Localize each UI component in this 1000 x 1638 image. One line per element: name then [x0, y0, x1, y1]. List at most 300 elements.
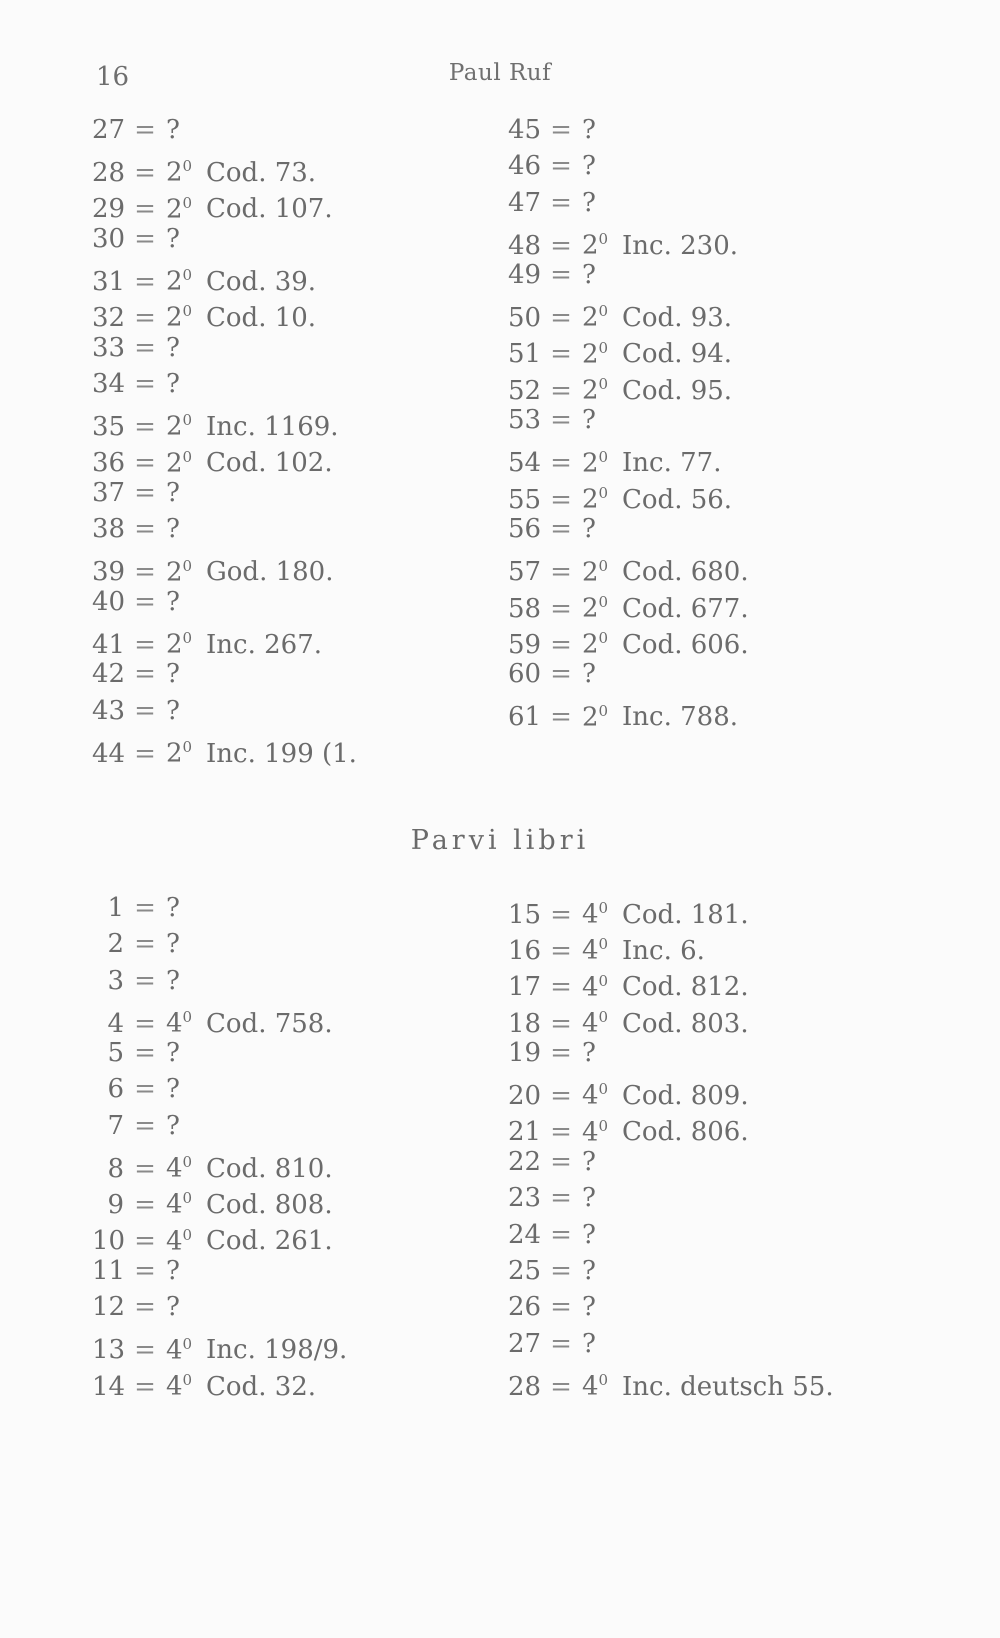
equals-sign: =	[550, 1117, 572, 1148]
list-entry	[508, 1180, 834, 1216]
shelfmark: Inc. deutsch 55.	[622, 1371, 834, 1402]
entry-number: 37	[92, 477, 126, 508]
unknown-mark: ?	[582, 115, 596, 145]
format-size	[166, 729, 206, 772]
format-number: 2	[582, 448, 599, 479]
entry-value	[166, 439, 333, 482]
entry-number: 51	[508, 339, 542, 370]
equals-sign: =	[134, 1335, 156, 1366]
shelfmark: Cod. 181.	[622, 899, 749, 930]
equals-sign: =	[134, 1074, 156, 1105]
equals-sign: =	[134, 1255, 156, 1286]
format-number: 4	[582, 935, 599, 966]
format-number: 2	[166, 557, 183, 588]
list-entry	[92, 963, 347, 999]
format-number: 4	[582, 1371, 599, 1402]
entry-value	[582, 1362, 834, 1405]
list-entry	[508, 293, 749, 334]
degree-mark: 0	[598, 935, 609, 954]
entry-number: 48	[508, 230, 542, 261]
format-number: 4	[582, 1008, 599, 1039]
shelfmark: Cod. 94.	[622, 339, 733, 370]
list-entry	[92, 999, 347, 1039]
list-entry	[92, 1108, 347, 1144]
entry-number: 24	[508, 1219, 542, 1250]
entry-value	[166, 620, 322, 663]
entry-value	[582, 693, 738, 736]
entry-number: 50	[508, 303, 542, 334]
degree-mark: 0	[182, 1153, 193, 1172]
list-entry	[92, 620, 357, 660]
degree-mark: 0	[598, 701, 609, 720]
unknown-mark: ?	[582, 405, 596, 436]
list-entry	[92, 729, 357, 769]
degree-mark: 0	[182, 302, 193, 321]
format-number: 4	[166, 1371, 183, 1402]
format-number: 2	[582, 484, 599, 515]
shelfmark: Cod. 95.	[622, 375, 733, 406]
entry-value	[582, 1180, 596, 1216]
entry-number: 45	[508, 115, 542, 145]
equals-sign: =	[550, 1292, 572, 1323]
entry-number: 59	[508, 629, 542, 660]
entry-number: 22	[508, 1147, 542, 1178]
unknown-mark: ?	[166, 586, 180, 617]
entry-number: 18	[508, 1008, 542, 1039]
entry-number: 27	[92, 115, 126, 145]
unknown-mark: ?	[582, 260, 596, 291]
entry-number: 12	[92, 1292, 126, 1323]
list-entry	[508, 1289, 834, 1325]
degree-mark: 0	[182, 193, 193, 212]
degree-mark: 0	[598, 1080, 609, 1099]
parvi-libri-column-2	[508, 890, 834, 1402]
unknown-mark: ?	[582, 1328, 596, 1359]
entry-value	[582, 1326, 596, 1362]
format-number: 4	[582, 899, 599, 930]
list-entry	[92, 1326, 348, 1366]
format-number: 4	[166, 1190, 183, 1221]
entry-number: 6	[107, 1074, 124, 1105]
parvi-libri-column-1	[92, 890, 348, 1402]
format-number: 4	[582, 1081, 599, 1112]
format-number: 2	[166, 194, 183, 225]
shelfmark: Cod. 812.	[622, 972, 749, 1003]
degree-mark: 0	[182, 266, 193, 285]
unknown-mark: ?	[166, 1110, 180, 1141]
entry-value	[166, 293, 316, 336]
entry-value	[166, 1253, 180, 1289]
list-entry	[508, 890, 834, 930]
entry-number: 17	[508, 972, 542, 1003]
degree-mark: 0	[598, 629, 609, 648]
entry-number: 3	[107, 965, 124, 996]
format-number: 2	[582, 629, 599, 660]
equals-sign: =	[550, 1183, 572, 1214]
format-number: 2	[582, 303, 599, 334]
format-number: 2	[582, 557, 599, 588]
degree-mark: 0	[598, 1116, 609, 1135]
entry-number: 58	[508, 593, 542, 624]
equals-sign: =	[134, 738, 156, 769]
entry-number: 19	[508, 1038, 542, 1069]
entry-number: 36	[92, 448, 126, 479]
equals-sign: =	[550, 1255, 572, 1286]
format-number: 2	[166, 448, 183, 479]
entry-number: 16	[508, 935, 542, 966]
page-number: 16	[96, 62, 130, 92]
entry-value	[166, 890, 180, 926]
shelfmark: Inc. 6.	[622, 935, 705, 966]
format-number: 2	[166, 157, 183, 188]
degree-mark: 0	[182, 629, 193, 648]
entry-number: 21	[508, 1117, 542, 1148]
shelfmark: Cod. 758.	[206, 1008, 333, 1039]
entry-number: 1	[107, 893, 124, 923]
entry-value	[582, 620, 749, 663]
shelfmark: Inc. 199 (1.	[206, 738, 357, 769]
entry-value	[582, 402, 596, 438]
format-number: 4	[166, 1335, 183, 1366]
degree-mark: 0	[598, 1370, 609, 1389]
degree-mark: 0	[598, 375, 609, 394]
list-entry	[92, 511, 357, 547]
unknown-mark: ?	[582, 1147, 596, 1178]
entry-number: 53	[508, 405, 542, 436]
entry-number: 14	[92, 1371, 126, 1402]
list-entry	[508, 112, 749, 148]
entry-value	[582, 1144, 596, 1180]
format-number: 4	[166, 1226, 183, 1257]
degree-mark: 0	[598, 229, 609, 248]
entry-value	[166, 1071, 180, 1107]
entry-value	[582, 511, 596, 547]
equals-sign: =	[134, 1371, 156, 1402]
unknown-mark: ?	[166, 514, 180, 545]
equals-sign: =	[550, 151, 572, 182]
list-entry	[92, 112, 357, 148]
shelfmark: Cod. 107.	[206, 194, 333, 225]
shelfmark: Cod. 39.	[206, 266, 317, 297]
equals-sign: =	[550, 339, 572, 370]
entry-value	[166, 693, 180, 729]
unknown-mark: ?	[166, 659, 180, 690]
format-number: 2	[582, 230, 599, 261]
equals-sign: =	[134, 223, 156, 254]
list-entry	[508, 221, 749, 261]
list-entry	[508, 1071, 834, 1112]
format-number: 4	[166, 1008, 183, 1039]
entry-value	[582, 148, 596, 184]
equals-sign: =	[550, 1371, 572, 1402]
entry-value	[166, 999, 333, 1042]
list-entry	[92, 366, 357, 402]
entry-number: 61	[508, 702, 542, 733]
list-entry	[508, 1326, 834, 1362]
list-entry	[92, 548, 357, 588]
entry-value	[166, 475, 180, 511]
entry-number: 60	[508, 659, 542, 690]
shelfmark: Inc. 230.	[622, 230, 738, 261]
entry-number: 43	[92, 695, 126, 726]
concordance-column-1	[92, 112, 357, 769]
equals-sign: =	[550, 629, 572, 660]
entry-value	[582, 185, 596, 221]
equals-sign: =	[134, 332, 156, 363]
entry-number: 30	[92, 223, 126, 254]
degree-mark: 0	[598, 302, 609, 321]
shelfmark: Cod. 10.	[206, 303, 317, 334]
entry-value	[166, 366, 180, 402]
entry-value	[166, 963, 180, 999]
equals-sign: =	[550, 260, 572, 291]
equals-sign: =	[550, 1038, 572, 1069]
shelfmark: Inc. 267.	[206, 629, 322, 660]
shelfmark: Cod. 808.	[206, 1190, 333, 1221]
entry-value	[582, 221, 738, 264]
entry-number: 26	[508, 1292, 542, 1323]
shelfmark: Cod. 677.	[622, 593, 749, 624]
equals-sign: =	[134, 893, 156, 923]
entry-value	[166, 926, 180, 962]
equals-sign: =	[134, 1190, 156, 1221]
entry-number: 2	[107, 929, 124, 960]
entry-number: 29	[92, 194, 126, 225]
list-entry	[92, 1144, 347, 1184]
equals-sign: =	[134, 514, 156, 545]
degree-mark: 0	[182, 1225, 193, 1244]
shelfmark: Cod. 261.	[206, 1226, 333, 1257]
entry-number: 39	[92, 557, 126, 588]
equals-sign: =	[134, 194, 156, 225]
unknown-mark: ?	[582, 1219, 596, 1250]
equals-sign: =	[134, 303, 156, 334]
degree-mark: 0	[598, 338, 609, 357]
list-entry	[508, 548, 749, 588]
equals-sign: =	[134, 448, 156, 479]
equals-sign: =	[134, 1292, 156, 1323]
format-number: 2	[582, 339, 599, 370]
equals-sign: =	[550, 1219, 572, 1250]
list-entry	[92, 926, 347, 962]
entry-number: 20	[508, 1081, 542, 1112]
entry-value	[582, 366, 732, 409]
list-entry	[508, 693, 749, 733]
equals-sign: =	[134, 266, 156, 297]
list-entry	[92, 890, 347, 926]
shelfmark: Inc. 788.	[622, 702, 738, 733]
list-entry	[508, 1253, 834, 1289]
format-number: 2	[582, 593, 599, 624]
shelfmark: Cod. 102.	[206, 448, 333, 479]
degree-mark: 0	[598, 899, 609, 917]
equals-sign: =	[550, 972, 572, 1003]
equals-sign: =	[134, 586, 156, 617]
list-entry	[92, 257, 357, 297]
list-entry	[92, 148, 357, 188]
shelfmark: God. 180.	[206, 557, 334, 588]
equals-sign: =	[550, 514, 572, 545]
equals-sign: =	[550, 702, 572, 733]
unknown-mark: ?	[166, 369, 180, 400]
entry-value	[582, 656, 596, 692]
entry-value	[582, 112, 596, 148]
degree-mark: 0	[182, 1334, 193, 1353]
entry-value	[582, 475, 732, 518]
degree-mark: 0	[598, 592, 609, 611]
entry-number: 31	[92, 266, 126, 297]
equals-sign: =	[550, 1147, 572, 1178]
equals-sign: =	[134, 695, 156, 726]
shelfmark: Cod. 606.	[622, 629, 749, 660]
degree-mark: 0	[182, 738, 193, 757]
equals-sign: =	[550, 1328, 572, 1359]
entry-number: 5	[107, 1038, 124, 1069]
entry-value	[582, 1035, 596, 1071]
entry-value	[582, 1253, 596, 1289]
entry-value	[582, 1289, 596, 1325]
format-size	[166, 1362, 206, 1405]
entry-number: 13	[92, 1335, 126, 1366]
equals-sign: =	[134, 965, 156, 996]
entry-value	[166, 656, 180, 692]
degree-mark: 0	[182, 1007, 193, 1026]
shelfmark: Cod. 680.	[622, 557, 749, 588]
degree-mark: 0	[598, 971, 609, 990]
equals-sign: =	[134, 412, 156, 443]
list-entry	[508, 439, 749, 479]
degree-mark: 0	[182, 157, 193, 176]
unknown-mark: ?	[582, 1183, 596, 1214]
format-number: 2	[166, 738, 183, 769]
entry-value	[166, 584, 180, 620]
entry-number: 10	[92, 1226, 126, 1257]
entry-value	[166, 1289, 180, 1325]
equals-sign: =	[134, 557, 156, 588]
entry-number: 15	[508, 899, 542, 930]
entry-number: 38	[92, 514, 126, 545]
list-entry	[92, 1071, 347, 1107]
entry-number: 34	[92, 369, 126, 400]
entry-value	[166, 548, 334, 591]
entry-number: 55	[508, 484, 542, 515]
equals-sign: =	[134, 629, 156, 660]
equals-sign: =	[550, 1081, 572, 1112]
list-entry	[92, 693, 357, 729]
unknown-mark: ?	[166, 115, 180, 145]
entry-value	[166, 1035, 180, 1071]
shelfmark: Cod. 32.	[206, 1371, 317, 1402]
entry-number: 25	[508, 1255, 542, 1286]
equals-sign: =	[550, 1008, 572, 1039]
equals-sign: =	[550, 115, 572, 145]
equals-sign: =	[550, 659, 572, 690]
entry-number: 23	[508, 1183, 542, 1214]
list-entry	[508, 1362, 834, 1402]
unknown-mark: ?	[166, 893, 180, 923]
equals-sign: =	[550, 935, 572, 966]
shelfmark: Cod. 93.	[622, 303, 733, 334]
shelfmark: Cod. 809.	[622, 1081, 749, 1112]
degree-mark: 0	[598, 447, 609, 466]
equals-sign: =	[134, 1153, 156, 1184]
entry-value	[166, 330, 180, 366]
entry-value	[166, 1217, 333, 1260]
equals-sign: =	[134, 929, 156, 960]
equals-sign: =	[550, 230, 572, 261]
unknown-mark: ?	[166, 929, 180, 960]
entry-value	[166, 221, 180, 257]
running-head: Paul Ruf	[448, 60, 552, 86]
equals-sign: =	[134, 1226, 156, 1257]
entry-value	[166, 511, 180, 547]
unknown-mark: ?	[582, 514, 596, 545]
shelfmark: Cod. 56.	[622, 484, 733, 515]
degree-mark: 0	[182, 411, 193, 430]
equals-sign: =	[550, 405, 572, 436]
equals-sign: =	[134, 659, 156, 690]
equals-sign: =	[550, 557, 572, 588]
equals-sign: =	[550, 375, 572, 406]
entry-number: 44	[92, 738, 126, 769]
list-entry	[92, 1289, 347, 1325]
shelfmark: Inc. 1169.	[206, 412, 339, 443]
equals-sign: =	[550, 593, 572, 624]
entry-value	[166, 185, 333, 228]
shelfmark: Cod. 803.	[622, 1008, 749, 1039]
entry-number: 42	[92, 659, 126, 690]
unknown-mark: ?	[166, 1074, 180, 1105]
unknown-mark: ?	[582, 151, 596, 182]
degree-mark: 0	[598, 1007, 609, 1026]
entry-number: 28	[508, 1371, 542, 1402]
unknown-mark: ?	[582, 1255, 596, 1286]
entry-value	[582, 999, 749, 1042]
equals-sign: =	[134, 1038, 156, 1069]
entry-value	[166, 1362, 316, 1405]
entry-number: 54	[508, 448, 542, 479]
unknown-mark: ?	[166, 1255, 180, 1286]
entry-number: 7	[107, 1110, 124, 1141]
shelfmark: Inc. 77.	[622, 448, 722, 479]
equals-sign: =	[550, 448, 572, 479]
shelfmark: Cod. 810.	[206, 1153, 333, 1184]
format-number: 2	[166, 629, 183, 660]
shelfmark: Cod. 73.	[206, 157, 317, 188]
list-entry	[508, 185, 749, 221]
entry-number: 52	[508, 375, 542, 406]
entry-number: 33	[92, 332, 126, 363]
degree-mark: 0	[182, 1370, 193, 1389]
unknown-mark: ?	[582, 187, 596, 218]
entry-value	[166, 729, 357, 772]
format-number: 2	[582, 702, 599, 733]
equals-sign: =	[550, 187, 572, 218]
equals-sign: =	[134, 477, 156, 508]
unknown-mark: ?	[166, 1038, 180, 1069]
format-size	[582, 1362, 622, 1405]
degree-mark: 0	[598, 483, 609, 502]
equals-sign: =	[134, 157, 156, 188]
entry-value	[166, 112, 180, 148]
entry-number: 35	[92, 412, 126, 443]
format-number: 4	[166, 1153, 183, 1184]
entry-number: 28	[92, 157, 126, 188]
entry-number: 32	[92, 303, 126, 334]
format-number: 2	[166, 412, 183, 443]
entry-number: 27	[508, 1328, 542, 1359]
degree-mark: 0	[182, 1189, 193, 1208]
